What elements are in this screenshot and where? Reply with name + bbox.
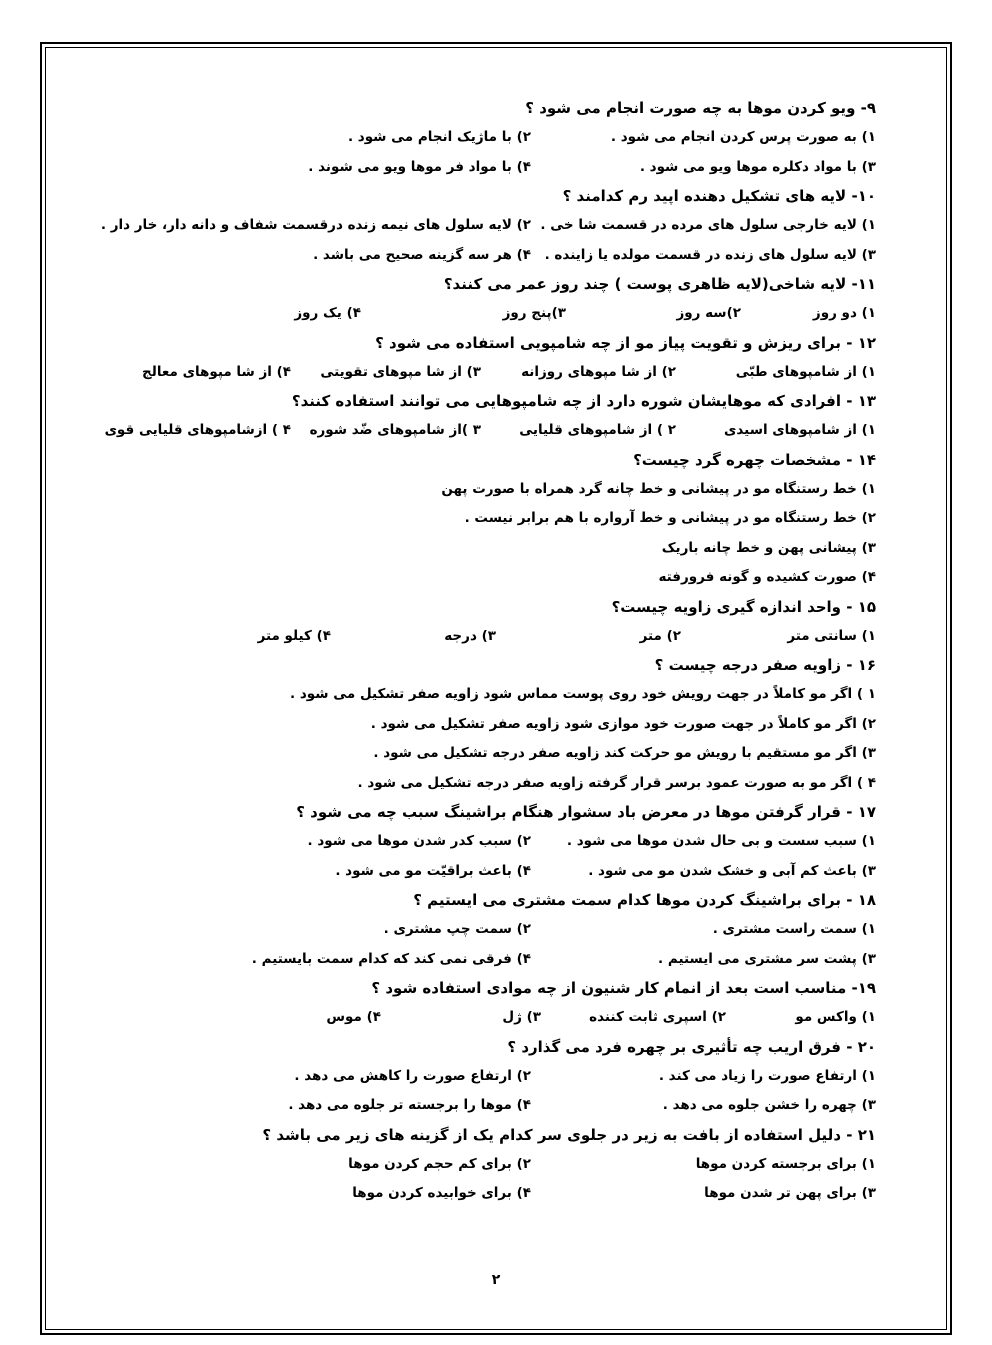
question-text: ۱۹- مناسب است بعد از انمام کار شنیون از چه موادی استفاده شود ؟ (371, 979, 876, 997)
options-row (90, 827, 876, 857)
answer-option: ۲) سمت چپ مشتری . (383, 921, 531, 937)
exam-page (90, 94, 876, 1209)
answer-option: ۲) سبب کدر شدن موها می شود . (307, 833, 531, 849)
answer-option: ۴) هر سه گزینه صحیح می باشد . (313, 246, 531, 263)
options-row (90, 358, 876, 388)
answer-option: ۳)پنج روز (502, 305, 566, 321)
options-row (90, 1091, 876, 1121)
answer-option: ۲) متر (639, 627, 681, 644)
options-row (90, 1150, 876, 1180)
answer-option: ۱) دو روز (812, 305, 876, 321)
options-row (90, 680, 876, 710)
options-row (90, 475, 876, 505)
question-text: ۲۱ - دلیل استفاده از بافت به زیر در جلوی سر کدام یک از گزینه های زیر می باشد ؟ (262, 1125, 876, 1144)
answer-option: ۳ )از شامپوهای ضّد شوره (309, 422, 481, 438)
answer-option: ۳) ژل (502, 1009, 541, 1025)
options-row (90, 241, 876, 271)
answer-option: ۲) از شا مپوهای روزانه (521, 363, 676, 380)
options-row (90, 534, 876, 564)
answer-option: ۱) خط رستنگاه مو در پیشانی و خط چانه گرد همراه با صورت پهن (441, 480, 876, 497)
question-text: ۱۵ - واحد اندازه گیری زاویه چیست؟ (611, 597, 876, 616)
answer-option: ۲) اسپری ثابت کننده (589, 1009, 726, 1025)
answer-option: ۱) سمت راست مشتری . (712, 921, 876, 937)
answer-option: ۲) برای کم حجم کردن موها (348, 1155, 531, 1172)
options-row (90, 504, 876, 534)
options-row (90, 857, 876, 887)
answer-option: ۳) چهره را خشن جلوه می دهد . (662, 1097, 876, 1113)
answer-option: ۱) به صورت پرس کردن انجام می شود . (610, 129, 876, 145)
question-text: ۱۷ - قرار گرفتن موها در معرض باد سشوار هنگام براشینگ سبب چه می شود ؟ (296, 803, 876, 821)
answer-option: ۳) پشت سر مشتری می ایستیم . (658, 950, 876, 967)
options-row (90, 622, 876, 652)
question-text: ۱۲ - برای ریزش و تقویت پیاز مو از چه شامپویی استفاده می شود ؟ (375, 333, 876, 352)
options-row (90, 739, 876, 769)
answer-option: ۳) پیشانی پهن و خط چانه باریک (661, 539, 876, 556)
answer-option: ۲) با ماژیک انجام می شود . (347, 129, 531, 145)
answer-option: ۱) سانتی متر (787, 627, 876, 644)
answer-option: ۲)سه روز (676, 305, 741, 321)
options-row (90, 769, 876, 799)
answer-option: ۱) ارتفاع صورت را زیاد می کند . (658, 1067, 876, 1084)
question-text: ۱۴ - مشخصات چهره گرد چیست؟ (633, 450, 876, 469)
answer-option: ۲) لایه سلول های نیمه زنده درقسمت شفاف و دانه دار، خار دار . (100, 217, 531, 233)
answer-option: ۱ ) اگر مو کاملاً در جهت رویش خود روی پوست مماس شود زاویه صفر تشکیل می شود . (290, 686, 876, 702)
answer-option: ۳) درجه (444, 627, 496, 644)
options-row (90, 1062, 876, 1092)
answer-option: ۴ ) ازشامپوهای قلیایی قوی (104, 422, 291, 438)
answer-option: ۴) موس (326, 1009, 381, 1025)
options-row (90, 211, 876, 241)
options-row (90, 1179, 876, 1209)
answer-option: ۳) باعث کم آبی و خشک شدن مو می شود . (588, 862, 876, 879)
answer-option: ۱) واکس مو (795, 1009, 876, 1025)
options-row (90, 710, 876, 740)
answer-option: ۱) برای برجسته کردن موها (695, 1155, 876, 1172)
page-number: ۲ (491, 1272, 501, 1288)
answer-option: ۴) باعث براقیّت مو می شود . (335, 862, 531, 879)
answer-option: ۲) خط رستنگاه مو در پیشانی و خط آرواره با هم برابر نیست . (464, 510, 876, 526)
answer-option: ۳) لایه سلول های زنده در قسمت مولده یا زاینده . (544, 246, 876, 263)
answer-option: ۳) اگر مو مستقیم با رویش مو حرکت کند زاویه صفر درجه تشکیل می شود . (373, 745, 876, 761)
options-row (90, 1003, 876, 1033)
options-row (90, 563, 876, 593)
answer-option: ۴) برای خوابیده کردن موها (352, 1185, 531, 1201)
answer-option: ۴) صورت کشیده و گونه فرورفته (658, 569, 876, 585)
answer-option: ۱) از شامپوهای اسیدی (724, 422, 876, 438)
answer-option: ۲) ارتفاع صورت را کاهش می دهد . (294, 1067, 531, 1084)
options-row (90, 299, 876, 329)
options-row (90, 945, 876, 975)
answer-option: ۲) اگر مو کاملاً در جهت صورت خود موازی شود زاویه صفر تشکیل می شود . (370, 715, 876, 732)
answer-option: ۴ ) اگر مو به صورت عمود برسر قرار گرفته زاویه صفر درجه تشکیل می شود . (357, 774, 876, 791)
question-text: ۹- ویو کردن موها به چه صورت انجام می شود ؟ (525, 99, 876, 117)
answer-option: ۲ ) از شامپوهای قلیایی (519, 422, 676, 438)
answer-option: ۳) برای پهن تر شدن موها (704, 1185, 876, 1201)
question-text: ۱۱- لایه شاخی(لایه ظاهری پوست ) چند روز عمر می کنند؟ (443, 275, 876, 293)
options-row (90, 416, 876, 446)
answer-option: ۱) لایه خارجی سلول های مرده در قسمت شا خی . (540, 217, 876, 233)
question-text: ۱۸ - برای براشینگ کردن موها کدام سمت مشتری می ایستیم ؟ (413, 891, 876, 909)
question-text: ۱۰- لایه های تشکیل دهنده اپید رم کدامند ؟ (562, 187, 876, 205)
answer-option: ۴) فرقی نمی کند که کدام سمت بایستیم . (251, 950, 531, 967)
question-text: ۱۳ - افرادی که موهایشان شوره دارد از چه شامپوهایی می توانند استفاده کنند؟ (291, 392, 876, 410)
question-text: ۱۶ - زاویه صفر درجه چیست ؟ (654, 656, 876, 674)
answer-option: ۱) سبب سست و بی حال شدن موها می شود . (566, 833, 876, 849)
options-row (90, 153, 876, 183)
answer-option: ۴) یک روز (294, 305, 361, 321)
answer-option: ۱) از شامپوهای طبّی (735, 363, 876, 380)
answer-option: ۳) با مواد دکلره موها ویو می شود . (639, 158, 876, 175)
answer-option: ۴) کیلو متر (257, 627, 331, 644)
question-text: ۲۰ - فرق اریب چه تأثیری بر چهره فرد می گذارد ؟ (507, 1037, 876, 1056)
options-row (90, 123, 876, 153)
answer-option: ۴) از شا مپوهای معالج (142, 363, 291, 380)
options-row (90, 915, 876, 945)
answer-option: ۳) از شا مپوهای تقویتی (320, 363, 481, 380)
answer-option: ۴) با مواد فر موها ویو می شوند . (308, 158, 531, 175)
answer-option: ۴) موها را برجسته تر جلوه می دهد . (288, 1097, 531, 1113)
